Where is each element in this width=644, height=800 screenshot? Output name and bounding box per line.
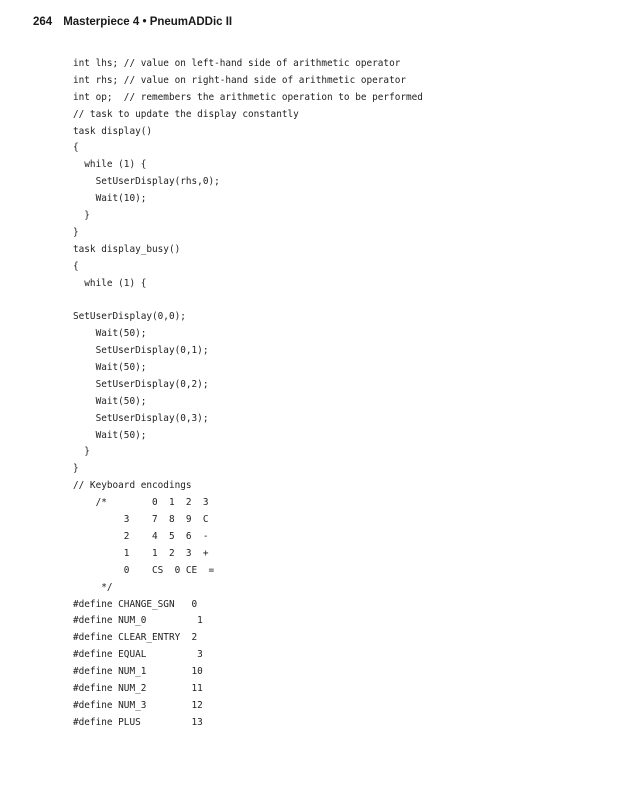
code-line: #define CHANGE_SGN 0 [73,598,198,610]
code-line: */ [73,581,113,593]
code-line: SetUserDisplay(0,1); [73,345,209,357]
code-line: SetUserDisplay(rhs,0); [73,176,220,188]
code-line: SetUserDisplay(0,2); [73,378,209,390]
code-line: { [73,260,79,272]
code-line: Wait(10); [73,193,147,205]
page-number: 264 [33,16,53,28]
code-line: task display() [73,125,153,137]
code-line: 3 7 8 9 C [73,514,209,526]
code-line: // task to update the display constantly [73,108,299,120]
code-line: int op; // remembers the arithmetic operation to be performed [73,91,423,103]
code-line: #define PLUS 13 [73,716,203,728]
code-listing [73,56,423,732]
code-line: #define CLEAR_ENTRY 2 [73,632,198,644]
code-line: } [73,446,90,458]
code-line: #define EQUAL 3 [73,649,203,661]
code-line: #define NUM_2 11 [73,682,203,694]
code-line: Wait(50); [73,362,147,374]
code-line [73,292,423,309]
code-line: while (1) { [73,277,147,289]
running-title: Masterpiece 4 • PneumADDic II [63,16,233,28]
code-line: Wait(50); [73,328,147,340]
code-line: Wait(50); [73,429,147,441]
code-line: #define NUM_0 1 [73,615,203,627]
code-line: } [73,210,90,222]
code-line: 0 CS 0 CE = [73,564,215,576]
code-line: task display_busy() [73,243,181,255]
code-line: #define NUM_1 10 [73,666,203,678]
page-header [33,16,232,28]
code-line: #define NUM_3 12 [73,699,203,711]
code-line: } [73,226,79,238]
code-line: while (1) { [73,159,147,171]
code-line: 1 1 2 3 + [73,547,209,559]
code-line: Wait(50); [73,395,147,407]
code-line: int rhs; // value on right-hand side of arithmetic operator [73,74,407,86]
code-line: } [73,463,79,475]
code-line: int lhs; // value on left-hand side of arithmetic operator [73,58,401,69]
code-line: SetUserDisplay(0,0); [73,311,186,323]
code-line: /* 0 1 2 3 [73,497,209,509]
code-line: 2 4 5 6 - [73,530,209,542]
code-line: // Keyboard encodings [73,480,192,492]
code-line: { [73,142,79,154]
code-line: SetUserDisplay(0,3); [73,412,209,424]
